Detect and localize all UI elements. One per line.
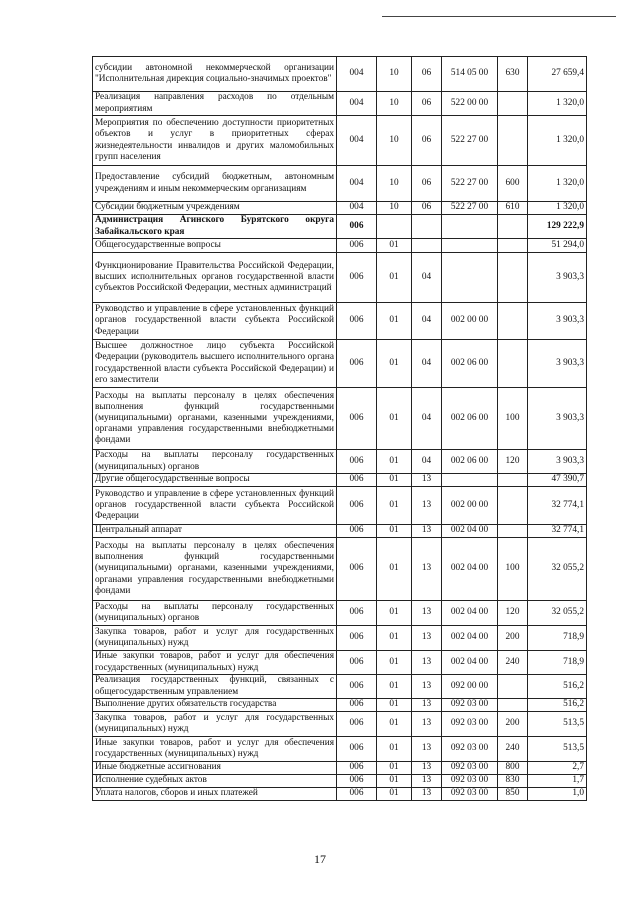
row-name: Расходы на выплаты персоналу государственных (муниципальных) органов — [93, 601, 337, 626]
row-name: Общегосударственные вопросы — [93, 239, 337, 253]
row-expense-type: 610 — [498, 202, 528, 215]
row-name: Расходы на выплаты персоналу в целях обеспечения выполнения функций государственными (муниципальными) органами, казенными учреждениями, органами управления государственными внебюджетными фондами — [93, 538, 337, 601]
row-subsection-code: 13 — [412, 762, 442, 775]
row-subsection-code: 13 — [412, 601, 442, 626]
row-ved-code: 006 — [337, 699, 377, 712]
row-target-code: 092 03 00 — [442, 762, 498, 775]
row-section-code: 01 — [377, 487, 412, 525]
row-amount: 1 320,0 — [528, 166, 587, 202]
row-expense-type — [498, 340, 528, 388]
row-expense-type — [498, 253, 528, 303]
row-amount: 32 055,2 — [528, 538, 587, 601]
row-subsection-code — [412, 239, 442, 253]
row-target-code: 002 04 00 — [442, 651, 498, 675]
row-ved-code: 006 — [337, 487, 377, 525]
row-ved-code: 006 — [337, 474, 377, 487]
row-name: Администрация Агинского Бурятского округа Забайкальского края — [93, 215, 337, 239]
row-section-code: 01 — [377, 712, 412, 737]
row-subsection-code: 13 — [412, 525, 442, 538]
row-name: Другие общегосударственные вопросы — [93, 474, 337, 487]
row-amount: 129 222,9 — [528, 215, 587, 239]
row-target-code: 002 00 00 — [442, 303, 498, 340]
table-row — [93, 303, 587, 340]
row-name: Закупка товаров, работ и услуг для государственных (муниципальных) нужд — [93, 626, 337, 651]
row-ved-code: 004 — [337, 92, 377, 116]
row-expense-type: 830 — [498, 775, 528, 788]
row-target-code: 002 04 00 — [442, 601, 498, 626]
row-expense-type: 100 — [498, 388, 528, 450]
row-name: Закупка товаров, работ и услуг для государственных (муниципальных) нужд — [93, 712, 337, 737]
row-subsection-code: 13 — [412, 737, 442, 762]
row-amount: 718,9 — [528, 626, 587, 651]
row-name: Иные бюджетные ассигнования — [93, 762, 337, 775]
row-section-code: 10 — [377, 116, 412, 166]
row-subsection-code: 04 — [412, 303, 442, 340]
row-ved-code: 004 — [337, 116, 377, 166]
row-ved-code: 006 — [337, 450, 377, 474]
row-amount: 32 774,1 — [528, 525, 587, 538]
row-expense-type: 630 — [498, 57, 528, 92]
row-section-code: 01 — [377, 788, 412, 801]
row-ved-code: 006 — [337, 388, 377, 450]
row-section-code: 10 — [377, 57, 412, 92]
row-ved-code: 006 — [337, 651, 377, 675]
row-section-code: 10 — [377, 202, 412, 215]
row-amount: 513,5 — [528, 712, 587, 737]
row-name: Центральный аппарат — [93, 525, 337, 538]
table-row — [93, 601, 587, 626]
row-expense-type — [498, 303, 528, 340]
row-expense-type — [498, 675, 528, 699]
row-amount: 718,9 — [528, 651, 587, 675]
table-row — [93, 388, 587, 450]
row-section-code: 01 — [377, 450, 412, 474]
row-subsection-code: 06 — [412, 116, 442, 166]
row-section-code: 01 — [377, 699, 412, 712]
row-ved-code: 006 — [337, 303, 377, 340]
row-section-code: 01 — [377, 775, 412, 788]
row-amount: 1 320,0 — [528, 116, 587, 166]
row-name: Уплата налогов, сборов и иных платежей — [93, 788, 337, 801]
row-expense-type: 800 — [498, 762, 528, 775]
row-target-code: 514 05 00 — [442, 57, 498, 92]
row-target-code: 092 03 00 — [442, 788, 498, 801]
row-name: Иные закупки товаров, работ и услуг для обеспечения государственных (муниципальных) нужд — [93, 651, 337, 675]
row-section-code: 01 — [377, 651, 412, 675]
budget-table-body — [93, 57, 587, 801]
row-target-code: 522 27 00 — [442, 116, 498, 166]
row-section-code: 01 — [377, 340, 412, 388]
row-target-code: 522 27 00 — [442, 166, 498, 202]
table-row — [93, 538, 587, 601]
row-ved-code: 006 — [337, 675, 377, 699]
table-row — [93, 651, 587, 675]
row-target-code: 092 03 00 — [442, 775, 498, 788]
row-expense-type — [498, 474, 528, 487]
row-subsection-code: 13 — [412, 538, 442, 601]
row-section-code: 01 — [377, 303, 412, 340]
row-name: Реализация государственных функций, связанных с общегосударственным управлением — [93, 675, 337, 699]
row-ved-code: 004 — [337, 202, 377, 215]
row-expense-type — [498, 699, 528, 712]
row-target-code: 092 03 00 — [442, 712, 498, 737]
row-subsection-code: 04 — [412, 450, 442, 474]
row-amount: 3 903,3 — [528, 388, 587, 450]
row-ved-code: 006 — [337, 215, 377, 239]
row-subsection-code: 04 — [412, 340, 442, 388]
row-ved-code: 006 — [337, 601, 377, 626]
row-expense-type — [498, 215, 528, 239]
row-section-code: 10 — [377, 92, 412, 116]
row-expense-type: 240 — [498, 651, 528, 675]
table-row — [93, 737, 587, 762]
row-name: Расходы на выплаты персоналу государственных (муниципальных) органов — [93, 450, 337, 474]
row-amount: 47 390,7 — [528, 474, 587, 487]
table-row — [93, 712, 587, 737]
row-target-code: 092 03 00 — [442, 737, 498, 762]
table-row — [93, 525, 587, 538]
row-amount: 3 903,3 — [528, 253, 587, 303]
table-row — [93, 215, 587, 239]
row-name: Реализация направления расходов по отдельным мероприятиям — [93, 92, 337, 116]
page-number: 17 — [314, 852, 326, 866]
row-subsection-code: 04 — [412, 253, 442, 303]
table-row — [93, 487, 587, 525]
row-amount: 1 320,0 — [528, 92, 587, 116]
row-expense-type: 100 — [498, 538, 528, 601]
row-section-code: 01 — [377, 737, 412, 762]
table-row — [93, 239, 587, 253]
row-section-code: 01 — [377, 762, 412, 775]
row-ved-code: 006 — [337, 775, 377, 788]
row-amount: 32 774,1 — [528, 487, 587, 525]
budget-table — [92, 56, 587, 801]
row-name: Высшее должностное лицо субъекта Российской Федерации (руководитель высшего исполнительного органа государственной власти субъекта Российской Федерации) и его заместители — [93, 340, 337, 388]
row-target-code: 002 04 00 — [442, 525, 498, 538]
row-target-code: 002 06 00 — [442, 388, 498, 450]
row-subsection-code: 06 — [412, 166, 442, 202]
row-name: Субсидии бюджетным учреждениям — [93, 202, 337, 215]
row-ved-code: 006 — [337, 788, 377, 801]
row-section-code: 01 — [377, 388, 412, 450]
row-target-code: 092 00 00 — [442, 675, 498, 699]
row-amount: 51 294,0 — [528, 239, 587, 253]
row-amount: 1 320,0 — [528, 202, 587, 215]
row-target-code — [442, 253, 498, 303]
row-subsection-code: 04 — [412, 388, 442, 450]
row-amount: 3 903,3 — [528, 303, 587, 340]
table-row — [93, 775, 587, 788]
row-amount: 516,2 — [528, 675, 587, 699]
row-expense-type — [498, 525, 528, 538]
table-row — [93, 340, 587, 388]
table-row — [93, 474, 587, 487]
row-target-code — [442, 215, 498, 239]
row-ved-code: 006 — [337, 525, 377, 538]
row-name: Иные закупки товаров, работ и услуг для обеспечения государственных (муниципальных) нужд — [93, 737, 337, 762]
row-name: Расходы на выплаты персоналу в целях обеспечения выполнения функций государственными (муниципальными) органами, казенными учреждениями, органами управления государственными внебюджетными фондами — [93, 388, 337, 450]
row-expense-type: 120 — [498, 601, 528, 626]
table-row — [93, 253, 587, 303]
table-row — [93, 116, 587, 166]
table-row — [93, 92, 587, 116]
row-name: Руководство и управление в сфере установленных функций органов государственной власти субъекта Российской Федерации — [93, 487, 337, 525]
row-subsection-code: 13 — [412, 487, 442, 525]
row-amount: 1,7 — [528, 775, 587, 788]
row-amount: 2,7 — [528, 762, 587, 775]
table-row — [93, 202, 587, 215]
row-name: субсидии автономной некоммерческой организации "Исполнительная дирекция социально-значимых проектов" — [93, 57, 337, 92]
row-expense-type: 600 — [498, 166, 528, 202]
row-amount: 32 055,2 — [528, 601, 587, 626]
row-amount: 3 903,3 — [528, 450, 587, 474]
row-section-code: 01 — [377, 675, 412, 699]
row-name: Выполнение других обязательств государства — [93, 699, 337, 712]
row-section-code: 01 — [377, 538, 412, 601]
header-rule — [382, 16, 616, 17]
row-target-code: 002 06 00 — [442, 450, 498, 474]
row-ved-code: 006 — [337, 626, 377, 651]
row-ved-code: 006 — [337, 712, 377, 737]
row-section-code: 01 — [377, 601, 412, 626]
row-target-code: 522 27 00 — [442, 202, 498, 215]
table-row — [93, 762, 587, 775]
row-section-code: 01 — [377, 626, 412, 651]
row-subsection-code: 13 — [412, 626, 442, 651]
row-name: Функционирование Правительства Российской Федерации, высших исполнительных органов государственной власти субъектов Российской Федерации, местных администраций — [93, 253, 337, 303]
row-target-code — [442, 474, 498, 487]
row-ved-code: 006 — [337, 737, 377, 762]
row-expense-type: 120 — [498, 450, 528, 474]
row-subsection-code: 13 — [412, 651, 442, 675]
row-target-code: 002 06 00 — [442, 340, 498, 388]
row-ved-code: 004 — [337, 57, 377, 92]
row-section-code: 01 — [377, 474, 412, 487]
row-section-code: 10 — [377, 166, 412, 202]
table-row — [93, 788, 587, 801]
row-expense-type — [498, 487, 528, 525]
row-name: Исполнение судебных актов — [93, 775, 337, 788]
row-target-code — [442, 239, 498, 253]
row-target-code: 522 00 00 — [442, 92, 498, 116]
row-subsection-code: 06 — [412, 92, 442, 116]
table-row — [93, 699, 587, 712]
row-amount: 516,2 — [528, 699, 587, 712]
row-expense-type: 850 — [498, 788, 528, 801]
row-expense-type — [498, 239, 528, 253]
row-subsection-code: 06 — [412, 57, 442, 92]
row-ved-code: 006 — [337, 538, 377, 601]
row-amount: 27 659,4 — [528, 57, 587, 92]
table-row — [93, 626, 587, 651]
row-subsection-code: 13 — [412, 474, 442, 487]
row-ved-code: 006 — [337, 239, 377, 253]
row-section-code: 01 — [377, 239, 412, 253]
row-target-code: 002 00 00 — [442, 487, 498, 525]
row-subsection-code: 06 — [412, 202, 442, 215]
row-amount: 3 903,3 — [528, 340, 587, 388]
row-ved-code: 006 — [337, 340, 377, 388]
table-row — [93, 57, 587, 92]
row-name: Руководство и управление в сфере установленных функций органов государственной власти субъекта Российской Федерации — [93, 303, 337, 340]
row-subsection-code: 13 — [412, 712, 442, 737]
row-target-code: 002 04 00 — [442, 538, 498, 601]
row-amount: 513,5 — [528, 737, 587, 762]
row-subsection-code: 13 — [412, 699, 442, 712]
row-name: Предоставление субсидий бюджетным, автономным учреждениям и иным некоммерческим организациям — [93, 166, 337, 202]
row-ved-code: 006 — [337, 253, 377, 303]
row-expense-type — [498, 92, 528, 116]
row-expense-type: 200 — [498, 626, 528, 651]
table-row — [93, 166, 587, 202]
row-expense-type: 240 — [498, 737, 528, 762]
row-target-code: 002 04 00 — [442, 626, 498, 651]
table-row — [93, 675, 587, 699]
row-subsection-code: 13 — [412, 775, 442, 788]
row-target-code: 092 03 00 — [442, 699, 498, 712]
row-amount: 1,0 — [528, 788, 587, 801]
row-section-code: 01 — [377, 525, 412, 538]
row-subsection-code: 13 — [412, 675, 442, 699]
row-subsection-code: 13 — [412, 788, 442, 801]
row-section-code: 01 — [377, 253, 412, 303]
row-expense-type: 200 — [498, 712, 528, 737]
row-ved-code: 004 — [337, 166, 377, 202]
row-expense-type — [498, 116, 528, 166]
row-name: Мероприятия по обеспечению доступности приоритетных объектов и услуг в приоритетных сферах жизнедеятельности инвалидов и других маломобильных групп населения — [93, 116, 337, 166]
table-row — [93, 450, 587, 474]
row-section-code — [377, 215, 412, 239]
row-subsection-code — [412, 215, 442, 239]
row-ved-code: 006 — [337, 762, 377, 775]
